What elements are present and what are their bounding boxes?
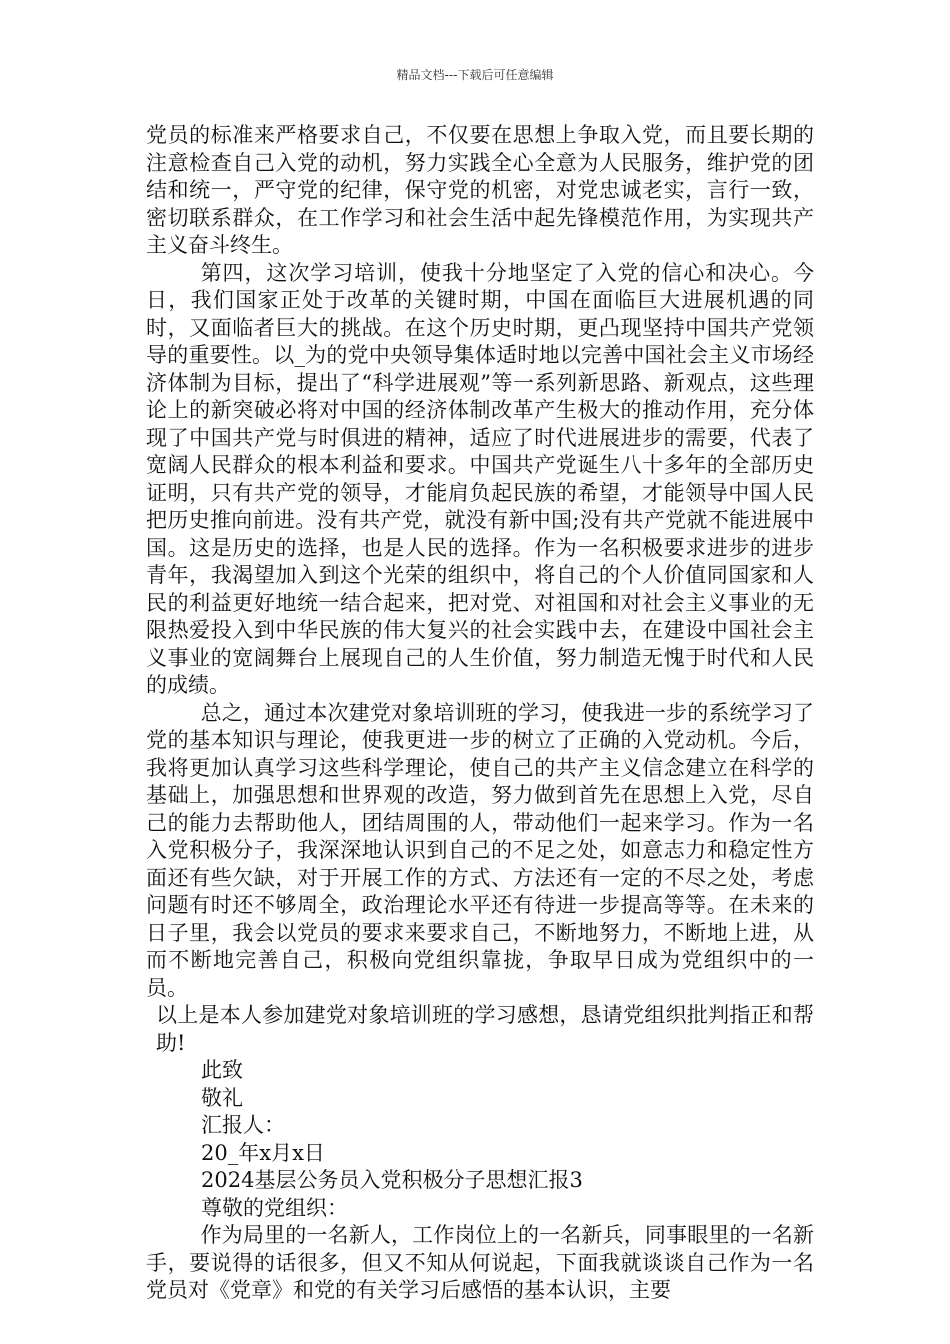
section-title: 2024基层公务员入党积极分子思想汇报3 (201, 1168, 583, 1192)
salutation-line: 此致 (201, 1058, 243, 1082)
greeting-line: 尊敬的党组织： (201, 1195, 348, 1220)
body-paragraph: 党员的标准来严格要求自己，不仅要在思想上争取入党，而且要长期的注意检查自己入党的动机，努力实践全心全意为人民服务，维护党的团结和统一，严守党的纪律，保守党的机密，对党忠诚老实，言行一致，密切联系群众，在工作学习和社会生活中起先锋模范作用，为实现共产主义奋斗终生。 (146, 123, 814, 257)
closing-paragraph: 以上是本人参加建党对象培训班的学习感想，恳请党组织批判指正和帮助! (156, 1003, 814, 1055)
body-paragraph: 总之，通过本次建党对象培训班的学习，使我进一步的系统学习了党的基本知识与理论，使我更进一步的树立了正确的入党动机。今后，我将更加认真学习这些科学理论，使自己的共产主义信念建立在科学的基础上，加强思想和世界观的改造，努力做到首先在思想上入党，尽自己的能力去帮助他人，团结周围的人，带动他们一起来学习。作为一名入党积极分子，我深深地认识到自己的不足之处，如意志力和稳定性方面还有些欠缺，对于开展工作的方式、方法还有一定的不尽之处，考虑问题有时还不够周全，政治理论水平还有待进一步提高等等。在未来的日子里，我会以党员的要求来要求自己，不断地努力，不断地上进，从而不断地完善自己，积极向党组织靠拢，争取早日成为党组织中的一员。 (146, 700, 814, 1000)
salutation-line: 敬礼 (201, 1085, 243, 1110)
page-header: 精品文档---下载后可任意编辑 (396, 68, 554, 82)
document-body (146, 122, 814, 1305)
date-line: 20_年x月x日 (201, 1140, 325, 1165)
body-paragraph: 第四，这次学习培训，使我十分地坚定了入党的信心和决心。今日，我们国家正处于改革的关键时期，中国在面临巨大进展机遇的同时，又面临者巨大的挑战。在这个历史时期，更凸现坚持中国共产党领导的重要性。以_为的党中央领导集体适时地以完善中国社会主义市场经济体制为目标，提出了“科学进展观”等一系列新思路、新观点，这些理论上的新突破必将对中国的经济体制改革产生极大的推动作用，充分体现了中国共产党与时俱进的精神，适应了时代进展进步的需要，代表了宽阔人民群众的根本利益和要求。中国共产党诞生八十多年的全部历史证明，只有共产党的领导，才能肩负起民族的希望，才能领导中国人民把历史推向前进。没有共产党，就没有新中国;没有共产党就不能进展中国。这是历史的选择，也是人民的选择。作为一名积极要求进步的进步青年，我渴望加入到这个光荣的组织中，将自己的个人价值同国家和人民的利益更好地统一结合起来，把对党、对祖国和对社会主义事业的无限热爱投入到中华民族的伟大复兴的社会实践中去，在建设中国社会主义事业的宽阔舞台上展现自己的人生价值，努力制造无愧于时代和人民的成绩。 (146, 260, 814, 697)
body-paragraph: 作为局里的一名新人，工作岗位上的一名新兵，同事眼里的一名新手，要说得的话很多，但又不知从何说起，下面我就谈谈自己作为一名党员对《党章》和党的有关学习后感悟的基本认识，主要 (146, 1223, 814, 1302)
reporter-label: 汇报人： (201, 1113, 285, 1137)
